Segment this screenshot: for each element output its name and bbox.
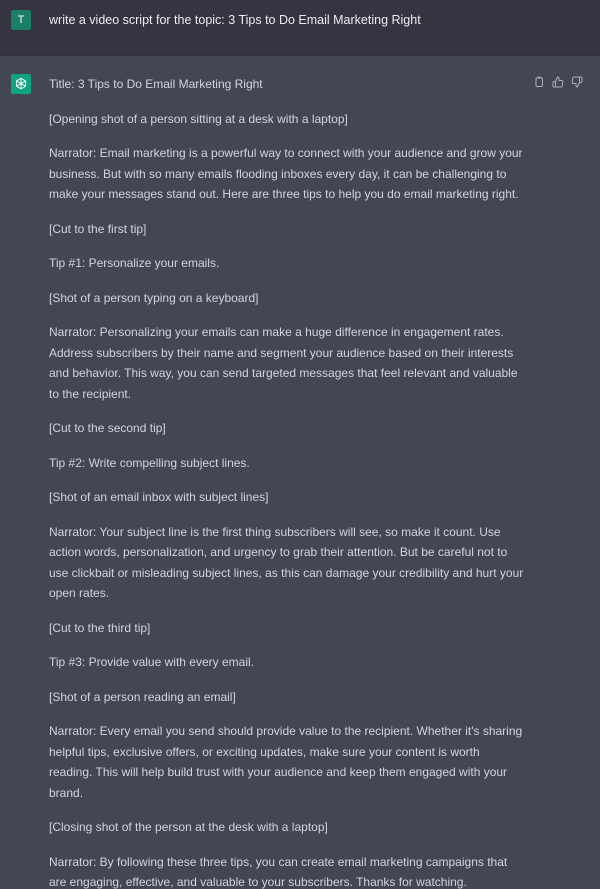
response-paragraph: [Cut to the second tip] [49,421,166,435]
assistant-response [49,74,525,889]
thumbs-down-button[interactable] [570,75,584,89]
user-message-row [0,0,600,56]
response-paragraph: [Shot of a person typing on a keyboard] [49,290,259,305]
response-paragraph: [Closing shot of the person at the desk with a laptop] [49,820,328,834]
response-paragraph: Narrator: Your subject line is the first thing subscribers will see, so make it count. Use action words, personalization, and urgency to grab their attention. But be careful not to use clickbait or misleading subject lines, as this can damage your credibility and hurt your open rates. [49,524,524,600]
response-paragraph: Narrator: Personalizing your emails can make a huge difference in engagement rates. Address subscribers by their name and segment your audience based on their interests and behavior. This way, you can send targeted messages that feel relevant and valuable to the recipient. [49,325,518,401]
thumbs-up-button[interactable] [551,75,565,89]
response-paragraph: [Cut to the first tip] [49,221,147,236]
response-paragraph: Narrator: Every email you send should provide value to the recipient. Whether it's sharing helpful tips, exclusive offers, or exciting updates, make sure your content is worth reading. This will help build trust with your audience and keep them engaged with your brand. [49,724,523,800]
assistant-message-row [0,56,600,889]
thumbs-up-icon [552,76,564,88]
response-paragraph: [Shot of an email inbox with subject lines] [49,490,269,504]
response-paragraph: Tip #3: Provide value with every email. [49,655,254,669]
response-paragraph: Narrator: By following these three tips, you can create email marketing campaigns that are engaging, effective, and valuable to your subscribers. Thanks for watching. [49,854,508,889]
openai-logo-icon [11,74,31,94]
response-paragraph: Tip #2: Write compelling subject lines. [49,455,250,470]
message-actions [532,75,584,89]
response-paragraph: [Shot of a person reading an email] [49,689,236,704]
response-paragraph: Tip #1: Personalize your emails. [49,256,220,270]
response-title: Title: 3 Tips to Do Email Marketing Right [49,77,263,91]
response-paragraph: Narrator: Email marketing is a powerful way to connect with your audience and grow your business. But with so many emails flooding inboxes every day, it can be challenging to make your messages stand out. Here are three tips to help you do email marketing right. [49,146,523,201]
response-paragraph: [Opening shot of a person sitting at a desk with a laptop] [49,111,348,126]
copy-button[interactable] [532,75,546,89]
thumbs-down-icon [571,76,583,88]
copy-icon [533,76,545,88]
user-prompt-text: write a video script for the topic: 3 Tips to Do Email Marketing Right [49,13,421,27]
response-paragraph: [Cut to the third tip] [49,620,151,635]
user-avatar: T [11,10,31,30]
